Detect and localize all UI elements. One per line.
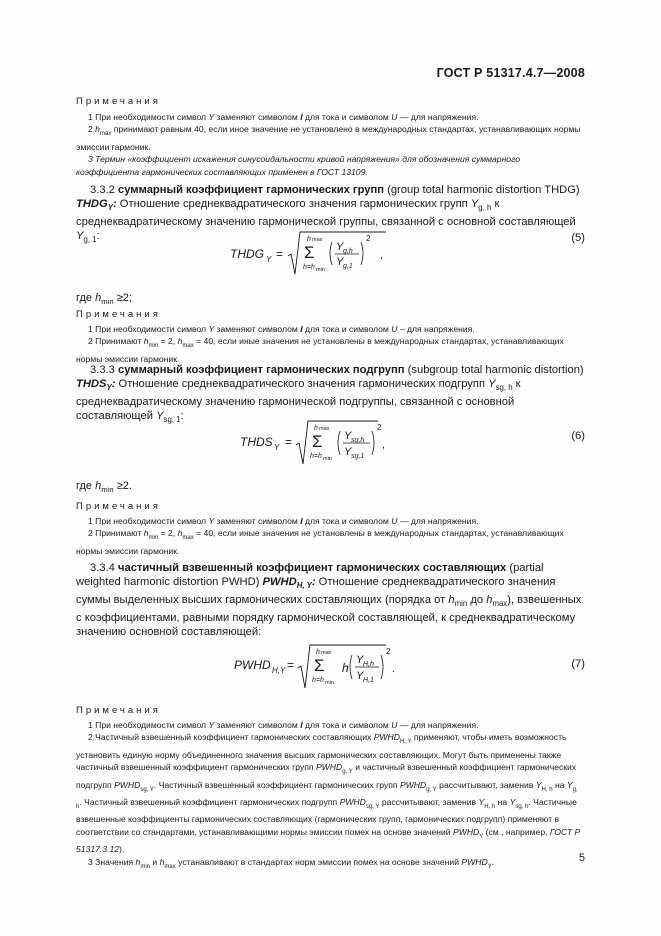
svg-text:sg,1: sg,1 [351,453,365,460]
section-number: 3.3.3 [90,364,115,376]
notes-block-3 [76,515,585,557]
svg-text:g,1: g,1 [343,263,353,270]
note-4-1: 1 При необходимости символ Y заменяют символом I для тока и символом U — для напряжения. [88,720,479,730]
notes-block-1 [76,111,585,178]
svg-text:2: 2 [386,647,391,656]
svg-text:2: 2 [377,423,382,432]
formula-6-number: (6) [571,430,585,442]
section-3-3-2: 3.3.2 суммарный коэффициент гармонических групп (group total harmonic distortion THDG) $THDG_Y$: Отношение среднеквадратического значения гармонических групп $Y_{g, h}$ к среднеквадратическому значению гармонической группы, связанной с основной составляющей $Y_{g, 1}$: [76,184,580,244]
notes-heading-1: Примечания [76,96,161,107]
note-1-2: 2 $h_{max}$ принимают равным 40, если иное значение не установлено в международных стандартах, устанавливающих нормы эмиссии гармоник. [76,124,581,152]
svg-text:max: max [321,650,332,656]
term-symbol: $THDG_Y$: [76,198,117,212]
term-symbol: $THDS_Y$: [76,378,116,392]
note-1-3: 3 Термин «коэффициент искажения синусоидальности кривой напряжения» для обозначения суммарного коэффициента гармонических составляющих применен в ГОСТ 13109. [76,154,521,177]
term-english: (group total harmonic distortion THDG) [387,184,580,196]
where-clause-2: где $h_{min} \ge 2$. [76,480,132,494]
formula-5-lhs: THDG [230,247,264,261]
svg-text:Y: Y [336,256,344,268]
page-number: 5 [578,852,585,864]
svg-text:H,h: H,h [363,661,374,668]
svg-text:h: h [307,236,311,243]
svg-text:g,h: g,h [343,248,353,255]
svg-text:=: = [287,658,295,672]
svg-text:.: . [392,663,396,675]
svg-text:Y: Y [266,255,272,264]
svg-text:h=h: h=h [303,264,315,271]
formula-6-lhs: THDS [240,435,273,449]
svg-text:max: max [319,426,330,432]
notes-block-2 [76,323,585,365]
notes-heading-4: Примечания [76,705,161,716]
svg-text:h=h: h=h [312,677,324,684]
notes-heading-2: Примечания [76,309,161,320]
svg-text:h: h [342,661,349,675]
svg-text:max: max [312,237,323,243]
svg-text:H,Y: H,Y [272,666,286,675]
term-title: суммарный коэффициент гармонических групп [118,184,384,196]
svg-text:Σ: Σ [312,432,323,451]
svg-text:h: h [316,649,320,656]
svg-text:,: , [380,250,383,261]
svg-text:=: = [276,247,284,261]
section-number: 3.3.2 [90,184,115,196]
note-2-2: 2 Принимают $h_{min} = 2$, $h_{max} = 40$, если иные значения не установлены в международных стандартах, устанавливающих нормы эмиссии гармоник. [76,336,564,364]
section-3-3-4: 3.3.4 частичный взвешенный коэффициент гармонических составляющих (partial weighted harmonic distortion PWHD) $PWHD_{H, Y}$: Отношение среднеквадратического значения суммы выделенных высших гармонических составляющих (порядка от $h_{min}$ до $h_{max}$), взвешенных с коэффициентами, равными порядку гармонической составляющей, к среднеквадратическому значению основной составляющей: [76,562,582,638]
svg-text:Y: Y [344,446,352,458]
notes-heading-3: Примечания [76,501,161,512]
notes-block-4 [76,719,585,873]
document-header: ГОСТ Р 51317.4.7—2008 [436,66,585,80]
note-1-1: 1 При необходимости символ Y заменяют символом I для тока и символом U — для напряжения. [88,112,479,122]
svg-text:min: min [325,680,334,686]
svg-text:h: h [314,425,318,432]
term-title: частичный взвешенный коэффициент гармонических составляющих [118,562,507,574]
formula-7-number: (7) [571,658,585,670]
term-symbol: $PWHD_{H, Y}$: [262,576,316,590]
formula-5-number: (5) [571,232,585,244]
svg-text:Y: Y [356,654,364,666]
svg-text:Y: Y [344,430,352,442]
svg-text:Y: Y [274,443,280,452]
formula-5 [230,228,390,280]
formula-6 [240,418,400,470]
svg-text:2: 2 [366,234,371,243]
svg-text:Y: Y [356,670,364,682]
svg-text:=: = [285,435,293,449]
note-4-2: 2 Частичный взвешенный коэффициент гармонических составляющих $PWHD_{H, Y}$ применяют, чтобы иметь возможность установить единую норму объединенного значения высших гармонических составляющих. Могут быть применены также частичный взвешенный коэффициент гармонических групп $PWHD_{g, Y}$ и частичный взвешенный коэффициент гармонических подгрупп $PWHD_{sg, Y}$. Частичный взвешенный коэффициент гармонических групп $PWHD_{g, Y}$ рассчитывают, заменив $Y_{H, h}$ на $Y_{g, h}$. Частичный взвешенный коэффициент гармонических подгрупп $PWHD_{sg, Y}$ рассчитывают, заменив $Y_{H, h}$ на $Y_{sg, h}$. Частичные взвешенные коэффициенты гармонических составляющих (гармонических групп, гармонических подгрупп) применяют в соответствии со стандартами, устанавливающими нормы эмиссии помех на основе значений $PWHD_Y$ (см., например, ГОСТ Р 51317.3.12). [76,732,581,855]
svg-text:h=h: h=h [310,453,322,460]
svg-text:Σ: Σ [304,243,315,262]
note-2-1: 1 При необходимости символ Y заменяют символом I для тока и символом U – для напряжения. [88,324,475,334]
note-3-2: 2 Принимают $h_{min} = 2$, $h_{max} = 40$, если иные значения не установлены в международных стандартах, устанавливающих нормы эмиссии гармоник. [76,528,564,556]
svg-text:min: min [323,456,332,462]
svg-text:,: , [382,439,386,451]
svg-text:Σ: Σ [314,656,325,675]
svg-text:min: min [316,267,325,273]
svg-text:sg,h: sg,h [351,437,365,444]
svg-text:Y: Y [336,241,344,253]
formula-7-lhs: PWHD [234,658,271,672]
section-number: 3.3.4 [90,562,115,574]
formula-7 [234,642,404,694]
note-3-1: 1 При необходимости символ Y заменяют символом I для тока и символом U — для напряжения. [88,516,479,526]
note-4-3: 3 Значения $h_{min}$ и $h_{max}$ устанавливают в стандартах норм эмиссии помех на основе значений $PWHD_Y$. [88,856,495,870]
svg-text:H,1: H,1 [363,677,374,684]
section-3-3-3: 3.3.3 суммарный коэффициент гармонических подгрупп (subgroup total harmonic distortion) $THDS_Y$: Отношение среднеквадратического значения гармонических подгрупп $Y_{sg, h}$ к среднеквадратическому значению гармонической подгруппы, связанной с основной составляющей $Y_{sg, 1}$: [76,364,584,424]
where-clause-1: где $h_{min} \ge 2$; [76,292,132,306]
term-english: (subgroup total harmonic distortion) [407,364,584,376]
term-title: суммарный коэффициент гармонических подгрупп [118,364,405,376]
